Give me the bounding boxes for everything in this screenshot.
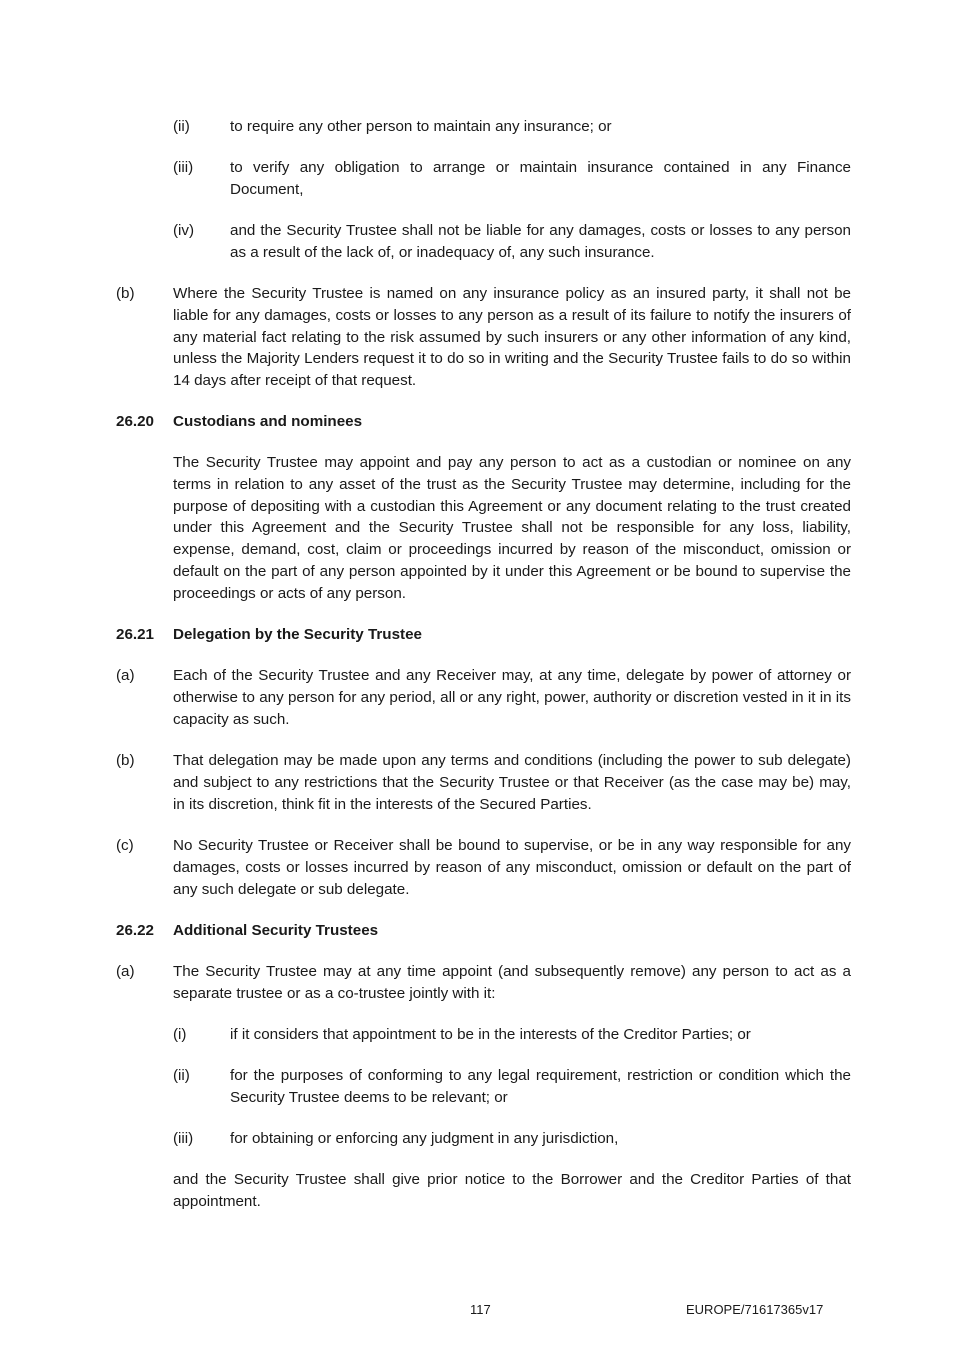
item-label: (b) — [116, 285, 135, 302]
item-text: Each of the Security Trustee and any Receiver may, at any time, delegate by power of attorney or otherwise to any person for any period, all or any right, power, authority or discretion vested in it in its capacity as such. — [173, 667, 851, 728]
section-number: 26.22 — [116, 922, 155, 939]
item-label: (ii) — [173, 118, 190, 135]
item-label: (iii) — [173, 159, 194, 176]
item-label: (iv) — [173, 222, 195, 239]
item-text: to verify any obligation to arrange or maintain insurance contained in any Finance Document, — [230, 159, 851, 198]
page-number: 117 — [470, 1302, 491, 1317]
item-text: to require any other person to maintain any insurance; or — [230, 118, 612, 135]
section-number: 26.20 — [116, 413, 155, 430]
section-title: Delegation by the Security Trustee — [173, 626, 422, 643]
item-label: (i) — [173, 1026, 187, 1043]
item-text: if it considers that appointment to be in the interests of the Creditor Parties; or — [230, 1026, 751, 1043]
item-label: (iii) — [173, 1130, 194, 1147]
item-label: (c) — [116, 837, 134, 854]
item-text: That delegation may be made upon any terms and conditions (including the power to sub delegate) and subject to any restrictions that the Security Trustee or that Receiver (as the case may be) may, in its discretion, think fit in the interests of the Secured Parties. — [173, 752, 851, 813]
item-text: The Security Trustee may at any time appoint (and subsequently remove) any person to act as a separate trustee or as a co-trustee jointly with it: — [173, 963, 851, 1002]
item-text: and the Security Trustee shall not be liable for any damages, costs or losses to any person as a result of the lack of, or inadequacy of, any such insurance. — [230, 222, 851, 261]
paragraph-text: The Security Trustee may appoint and pay any person to act as a custodian or nominee on any terms in relation to any asset of the trust as the Security Trustee may determine, including for the purpose of depositing with a custodian this Agreement or any document relating to the trust created under this Agreement and the Security Trustee shall not be responsible for any loss, liability, expense, demand, cost, claim or proceedings incurred by reason of the misconduct, omission or default on the part of any person appointed by it under this Agreement or be bound to supervise the proceedings or acts of any person. — [173, 454, 851, 602]
item-label: (ii) — [173, 1067, 190, 1084]
section-title: Custodians and nominees — [173, 413, 363, 430]
item-text: for the purposes of conforming to any legal requirement, restriction or condition which the Security Trustee deems to be relevant; or — [230, 1067, 851, 1106]
section-number: 26.21 — [116, 626, 155, 643]
item-text: for obtaining or enforcing any judgment in any jurisdiction, — [230, 1130, 619, 1147]
item-label: (a) — [116, 667, 135, 684]
document-reference: EUROPE/71617365v17 — [686, 1302, 824, 1317]
paragraph-text: and the Security Trustee shall give prior notice to the Borrower and the Creditor Parties of that appointment. — [173, 1171, 851, 1210]
item-text: Where the Security Trustee is named on any insurance policy as an insured party, it shall not be liable for any damages, costs or losses to any person as a result of its failure to notify the insurers of any material fact relating to the risk assumed by such insurers or any other information of any kind, unless the Majority Lenders request it to do so in writing and the Security Trustee fails to do so within 14 days after receipt of that request. — [173, 285, 851, 390]
item-label: (b) — [116, 752, 135, 769]
item-text: No Security Trustee or Receiver shall be bound to supervise, or be in any way responsible for any damages, costs or losses incurred by reason of any misconduct, omission or default on the part of any such delegate or sub delegate. — [173, 837, 851, 898]
item-label: (a) — [116, 963, 135, 980]
section-title: Additional Security Trustees — [173, 922, 379, 939]
